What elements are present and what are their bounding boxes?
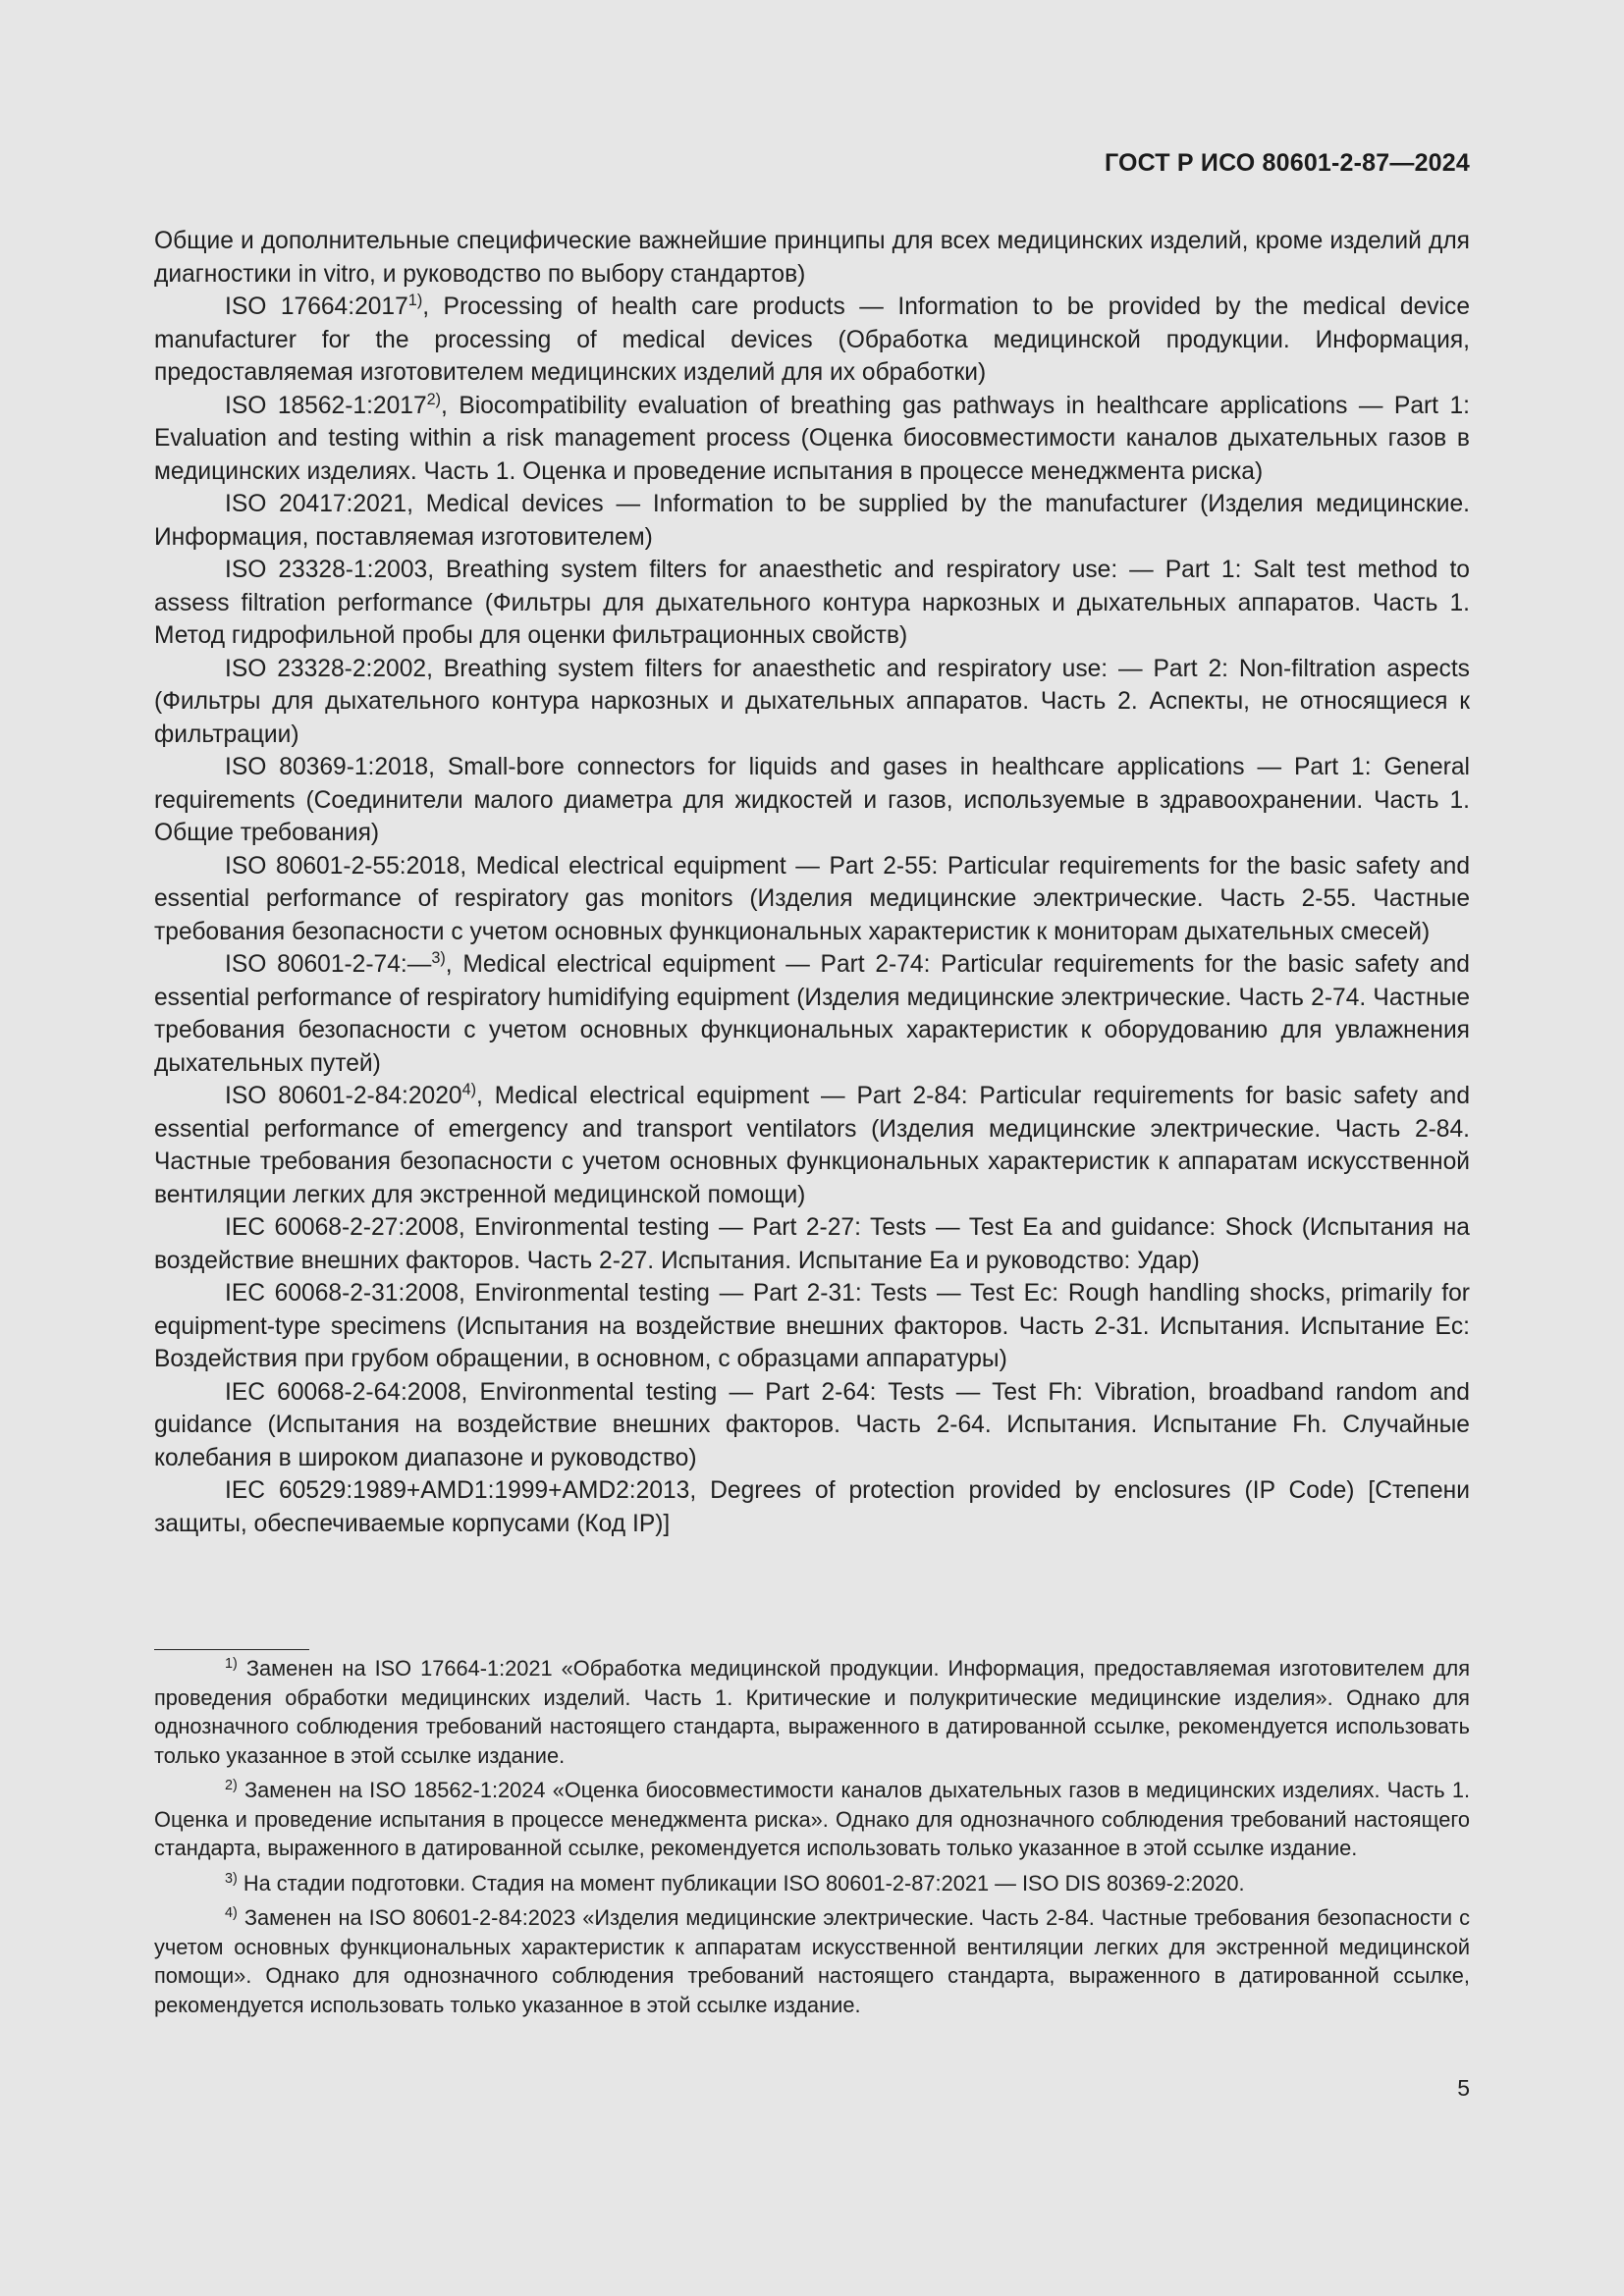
reference-text: , Medical electrical equipment — Part 2-74: Particular requirements for the basic safety and essential performance of respiratory humidifying equipment (Изделия медицинские электрические. Часть 2-74. Частные требования безопасности с учетом основных функциональных характеристик к оборудованию для увлажнения дыхательных путей) (154, 951, 1470, 1077)
reference-code: ISO 23328-1:2003 (225, 557, 428, 583)
reference-text: , Small-bore connectors for liquids and gases in healthcare applications — Part 1: General requirements (Соединители малого диаметра для жидкостей и газов, используемые в здравоохранении. Часть 1. Общие требования) (154, 754, 1470, 846)
reference-item (154, 1376, 1470, 1475)
footnote-mark: 4) (461, 1081, 477, 1099)
reference-item (154, 948, 1470, 1080)
footnote-divider (154, 1649, 309, 1650)
reference-text: , Environmental testing — Part 2-27: Tests — Test Ea and guidance: Shock (Испытания на воздействие внешних факторов. Часть 2-27. Испытания. Испытание Ea и руководство: Удар) (154, 1214, 1470, 1274)
reference-code: IEC 60068-2-27:2008 (225, 1214, 459, 1241)
reference-code: IEC 60068-2-64:2008 (225, 1378, 461, 1406)
reference-text: , Environmental testing — Part 2-31: Tests — Test Ec: Rough handling shocks, primarily for equipment-type specimens (Испытания на воздействие внешних факторов. Часть 2-31. Испытания. Испытание Ec: Воздействия при грубом обращении, в основном, с образцами аппаратуры) (154, 1280, 1470, 1372)
reference-text: , Biocompatibility evaluation of breathing gas pathways in healthcare applications — Part 1: Evaluation and testing within a risk management process (Оценка биосовместимости каналов дыхательных газов в медицинских изделиях. Часть 1. Оценка и проведение испытания в процессе менеджмента риска) (154, 392, 1470, 485)
footnote-mark: 2) (426, 390, 442, 408)
reference-text: , Medical devices — Information to be supplied by the manufacturer (Изделия медицинские. Информация, поставляемая изготовителем) (154, 491, 1470, 551)
footnote-item (154, 1869, 1470, 1898)
reference-item (154, 488, 1470, 554)
reference-item (154, 1277, 1470, 1376)
reference-code: ISO 80601-2-74:— (225, 951, 432, 978)
reference-text: , Environmental testing — Part 2-64: Tests — Test Fh: Vibration, broadband random and guidance (Испытания на воздействие внешних факторов. Часть 2-64. Испытания. Испытание Fh. Случайные колебания в широком диапазоне и руководство) (154, 1378, 1470, 1471)
document-header: ГОСТ Р ИСО 80601-2-87—2024 (1104, 149, 1470, 177)
reference-code: ISO 23328-2:2002 (225, 655, 427, 682)
reference-code: IEC 60068-2-31:2008 (225, 1280, 460, 1307)
reference-item (154, 554, 1470, 653)
footnotes-list (154, 1654, 1470, 2025)
reference-text: , Degrees of protection provided by enclosures (IP Code) [Степени защиты, обеспечиваемые корпусами (Код IP)] (154, 1477, 1470, 1537)
reference-item (154, 1080, 1470, 1211)
reference-item (154, 1211, 1470, 1277)
reference-item (154, 751, 1470, 850)
reference-text: , Breathing system filters for anaesthetic and respiratory use: — Part 1: Salt test method to assess filtration performance (Фильтры для дыхательного контура наркозных и дыхательных аппаратов. Часть 1. Метод гидрофильной пробы для оценки фильтрационных свойств) (154, 557, 1470, 649)
reference-code: ISO 17664:2017 (225, 294, 408, 320)
footnote-text: Заменен на ISO 17664-1:2021 «Обработка медицинской продукции. Информация, предоставляемая изготовителем для проведения обработки медицинских изделий. Часть 1. Критические и полукритические медицинские изделия». Однако для однозначного соблюдения требований настоящего стандарта, выраженного в датированной ссылке, рекомендуется использовать только указанное в этой ссылке издание. (154, 1656, 1470, 1768)
reference-text: , Medical electrical equipment — Part 2-55: Particular requirements for the basic safety and essential performance of respiratory gas monitors (Изделия медицинские электрические. Часть 2-55. Частные требования безопасности с учетом основных функциональных характеристик к мониторам дыхательных смесей) (154, 852, 1470, 945)
reference-text: , Breathing system filters for anaesthetic and respiratory use: — Part 2: Non-filtration aspects (Фильтры для дыхательного контура наркозных и дыхательных аппаратов. Часть 2. Аспекты, не относящиеся к фильтрации) (154, 655, 1470, 748)
footnote-text: Заменен на ISO 80601-2-84:2023 «Изделия медицинские электрические. Часть 2-84. Частные требования безопасности с учетом основных функциональных характеристик к аппаратам искусственной вентиляции легких для экстренной медицинской помощи». Однако для однозначного соблюдения требований настоящего стандарта, выраженного в датированной ссылке, рекомендуется использовать только указанное в этой ссылке издание. (154, 1905, 1470, 2017)
reference-code: ISO 80369-1:2018 (225, 754, 429, 780)
page-number: 5 (1457, 2075, 1470, 2101)
reference-item (154, 390, 1470, 489)
footnote-item (154, 1903, 1470, 2019)
footnote-text: Заменен на ISO 18562-1:2024 «Оценка биосовместимости каналов дыхательных газов в медицинских изделиях. Часть 1. Оценка и проведение испытания в процессе менеджмента риска». Однако для однозначного соблюдения требований настоящего стандарта, выраженного в датированной ссылке, рекомендуется использовать только указанное в этой ссылке издание. (154, 1778, 1470, 1860)
footnote-mark: 4) (225, 1905, 238, 1922)
reference-text: , Medical electrical equipment — Part 2-84: Particular requirements for basic safety and essential performance of emergency and transport ventilators (Изделия медицинские электрические. Часть 2-84. Частные требования безопасности с учетом основных функциональных характеристик к аппаратам искусственной вентиляции легких для экстренной медицинской помощи) (154, 1083, 1471, 1208)
reference-item (154, 653, 1470, 752)
reference-item (154, 850, 1470, 949)
reference-code: ISO 20417:2021 (225, 491, 407, 517)
reference-code: ISO 80601-2-55:2018 (225, 852, 460, 880)
footnote-mark: 3) (225, 1870, 238, 1887)
footnote-text: На стадии подготовки. Стадия на момент публикации ISO 80601-2-87:2021 — ISO DIS 80369-2:2020. (243, 1870, 1245, 1896)
footnote-mark: 2) (225, 1778, 238, 1794)
reference-item (154, 291, 1470, 390)
reference-text: Общие и дополнительные специфические важнейшие принципы для всех медицинских изделий, кроме изделий для диагностики in vitro, и руководство по выбору стандартов) (154, 228, 1470, 288)
footnote-mark: 1) (225, 1656, 238, 1673)
footnote-item (154, 1654, 1470, 1770)
footnote-mark: 3) (431, 949, 446, 968)
footnote-item (154, 1776, 1470, 1863)
reference-code: ISO 18562-1:2017 (225, 392, 427, 419)
reference-code: IEC 60529:1989+AMD1:1999+AMD2:2013 (225, 1477, 690, 1504)
reference-item-continuation (154, 225, 1470, 291)
reference-text: , Processing of health care products — Information to be provided by the medical device manufacturer for the processing of medical devices (Обработка медицинской продукции. Информация, предоставляемая изготовителем медицинских изделий для их обработки) (154, 294, 1470, 386)
references-list (154, 225, 1470, 1540)
reference-code: ISO 80601-2-84:2020 (225, 1083, 462, 1109)
reference-item (154, 1474, 1470, 1540)
footnote-mark: 1) (407, 292, 423, 310)
